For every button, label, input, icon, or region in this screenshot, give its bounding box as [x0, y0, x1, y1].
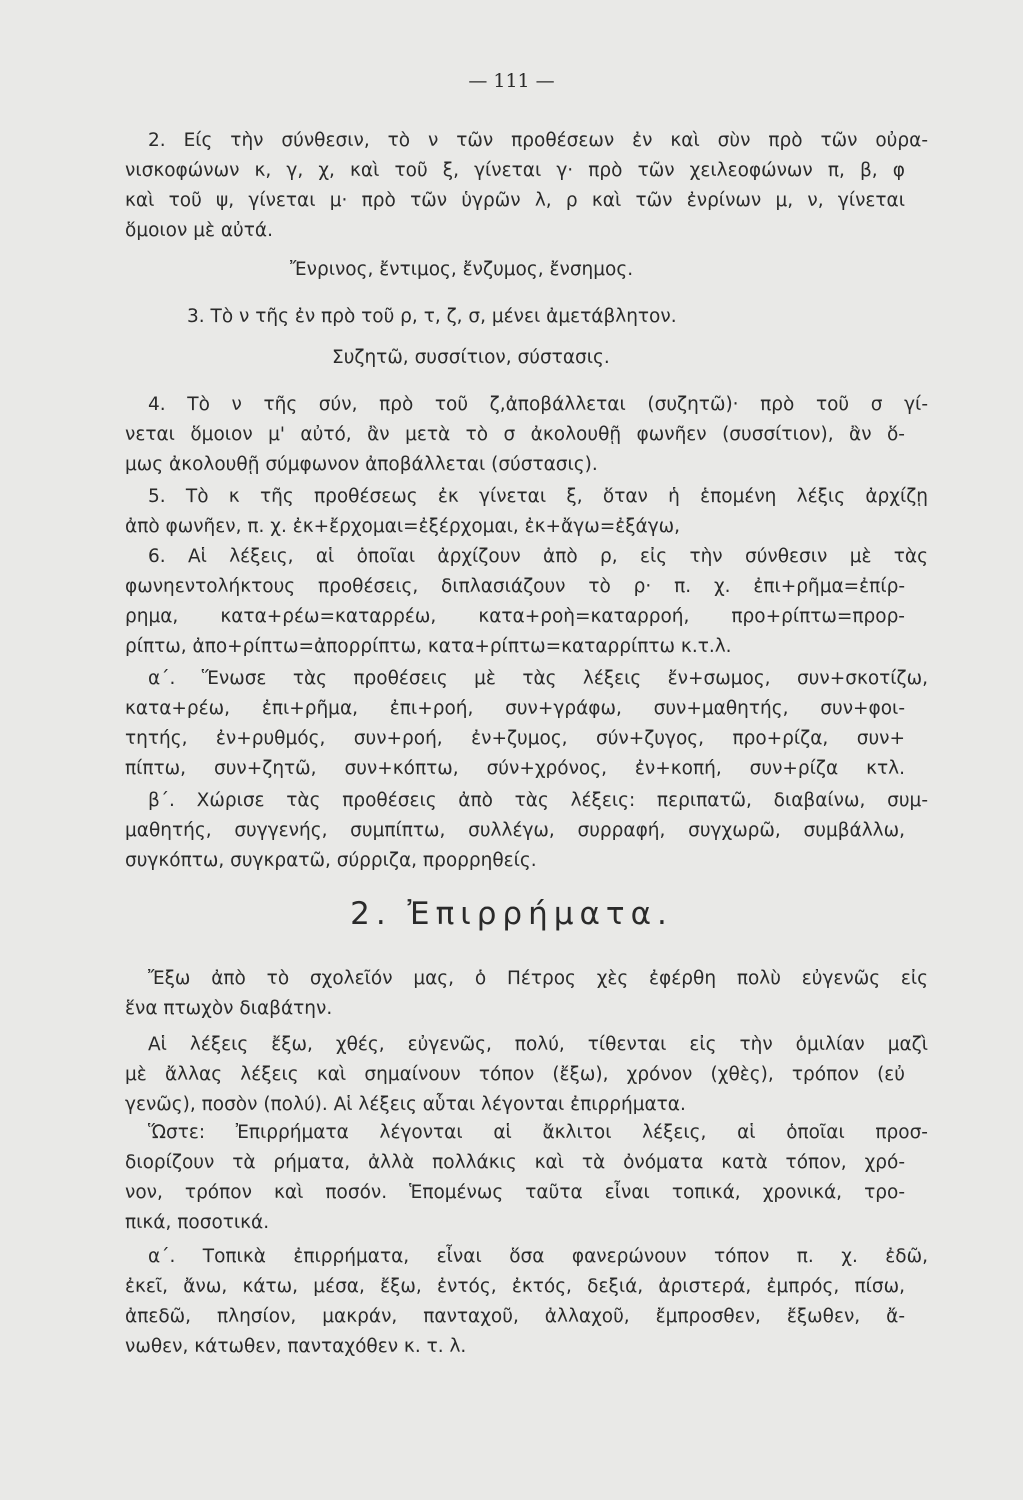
- rule-4-line-1: 4. Τὸ ν τῆς σύν, πρὸ τοῦ ζ,ἀποβάλλεται (συζητῶ)· πρὸ τοῦ σ γί-: [148, 394, 928, 415]
- exercise-b-line-3: συγκόπτω, συγκρατῶ, σύρριζα, προρρηθείς.: [125, 850, 537, 871]
- local-adverbs-line-2: ἐκεῖ, ἄνω, κάτω, μέσα, ἔξω, ἐντός, ἐκτός, δεξιά, ἀριστερά, ἐμπρός, πίσω,: [125, 1276, 905, 1297]
- rule-6-line-2: φωνηεντολήκτους προθέσεις, διπλασιάζουν τὸ ρ· π. χ. ἐπι+ρῆμα=ἐπίρ-: [125, 576, 905, 597]
- definition-line-3: νον, τρόπον καὶ ποσόν. Ἑπομένως ταῦτα εἶναι τοπικά, χρονικά, τρο-: [125, 1182, 905, 1203]
- explanation-line-3: γενῶς), ποσὸν (πολύ). Αἱ λέξεις αὗται λέγονται ἐπιρρήματα.: [125, 1094, 686, 1115]
- exercise-b-line-1: β΄. Χώρισε τὰς προθέσεις ἀπὸ τὰς λέξεις: περιπατῶ, διαβαίνω, συμ-: [148, 790, 928, 811]
- rule-2-line-1: 2. Είς τὴν σύνθεσιν, τὸ ν τῶν προθέσεων ἐν καὶ σὺν πρὸ τῶν οὐρα-: [148, 130, 928, 151]
- definition-line-4: πικά, ποσοτικά.: [125, 1212, 270, 1233]
- intro-line-1: Ἔξω ἀπὸ τὸ σχολεῖόν μας, ὁ Πέτρος χὲς ἐφέρθη πολὺ εὐγενῶς εἰς: [148, 968, 928, 989]
- rule-3-example: Συζητῶ, συσσίτιον, σύστασις.: [332, 347, 610, 368]
- rule-5-line-2: ἀπὸ φωνῆεν, π. χ. ἐκ+ἔρχομαι=ἐξέρχομαι, ἐκ+ἄγω=ἐξάγω,: [125, 516, 681, 537]
- rule-6-line-1: 6. Αἱ λέξεις, αἱ ὁποῖαι ἀρχίζουν ἀπὸ ρ, εἰς τὴν σύνθεσιν μὲ τὰς: [148, 546, 928, 567]
- section-heading: 2. Ἐπιρρήματα.: [350, 896, 673, 932]
- rule-6-line-4: ρίπτω, ἀπο+ρίπτω=ἀπορρίπτω, κατα+ρίπτω=καταρρίπτω κ.τ.λ.: [125, 636, 732, 657]
- rule-2-line-2: νισκοφώνων κ, γ, χ, καὶ τοῦ ξ, γίνεται γ· πρὸ τῶν χειλεοφώνων π, β, φ: [125, 160, 905, 181]
- local-adverbs-line-1: α΄. Τοπικὰ ἐπιρρήματα, εἶναι ὅσα φανερώνουν τόπον π. χ. ἐδῶ,: [148, 1246, 928, 1267]
- local-adverbs-line-3: ἀπεδῶ, πλησίον, μακράν, πανταχοῦ, ἀλλαχοῦ, ἔμπροσθεν, ἔξωθεν, ἄ-: [125, 1306, 905, 1327]
- exercise-a-line-2: κατα+ρέω, ἐπι+ρῆμα, ἐπι+ροή, συν+γράφω, συν+μαθητής, συν+φοι-: [125, 698, 905, 719]
- rule-2-line-4: ὅμοιον μὲ αὐτά.: [125, 220, 273, 241]
- exercise-a-line-3: τητής, ἐν+ρυθμός, συν+ροή, ἐν+ζυμος, σύν+ζυγος, προ+ρίζα, συν+: [125, 728, 905, 749]
- rule-5-line-1: 5. Τὸ κ τῆς προθέσεως ἐκ γίνεται ξ, ὅταν ἡ ἑπομένη λέξις ἀρχίζῃ: [148, 486, 928, 507]
- exercise-a-line-4: πίπτω, συν+ζητῶ, συν+κόπτω, σύν+χρόνος, ἐν+κοπή, συν+ρίζα κτλ.: [125, 758, 905, 779]
- rule-2-example: Ἔνρινος, ἔντιμος, ἔνζυμος, ἔνσημος.: [290, 259, 634, 280]
- rule-4-line-2: νεται ὅμοιον μ' αὐτό, ἂν μετὰ τὸ σ ἀκολουθῇ φωνῆεν (συσσίτιον), ἂν ὅ-: [125, 424, 905, 445]
- exercise-a-line-1: α΄. Ἕνωσε τὰς προθέσεις μὲ τὰς λέξεις ἔν+σωμος, συν+σκοτίζω,: [148, 668, 928, 689]
- explanation-line-1: Αἱ λέξεις ἔξω, χθές, εὐγενῶς, πολύ, τίθενται εἰς τὴν ὁμιλίαν μαζὶ: [148, 1034, 928, 1055]
- rule-2-line-3: καὶ τοῦ ψ, γίνεται μ· πρὸ τῶν ὑγρῶν λ, ρ καὶ τῶν ἐνρίνων μ, ν, γίνεται: [125, 190, 905, 211]
- exercise-b-line-2: μαθητής, συγγενής, συμπίπτω, συλλέγω, συρραφή, συγχωρῶ, συμβάλλω,: [125, 820, 905, 841]
- rule-3: 3. Τὸ ν τῆς ἐν πρὸ τοῦ ρ, τ, ζ, σ, μένει ἀμετάβλητον.: [187, 306, 677, 327]
- intro-line-2: ἕνα πτωχὸν διαβάτην.: [125, 998, 333, 1019]
- explanation-line-2: μὲ ἄλλας λέξεις καὶ σημαίνουν τόπον (ἔξω), χρόνον (χθὲς), τρόπον (εὐ: [125, 1064, 905, 1085]
- rule-4-line-3: μως ἀκολουθῇ σύμφωνον ἀποβάλλεται (σύστασις).: [125, 454, 598, 475]
- rule-6-line-3: ρημα, κατα+ρέω=καταρρέω, κατα+ροὴ=καταρροή, προ+ρίπτω=προρ-: [125, 606, 905, 627]
- local-adverbs-line-4: νωθεν, κάτωθεν, πανταχόθεν κ. τ. λ.: [125, 1336, 467, 1357]
- definition-line-1: Ὥστε: Ἐπιρρήματα λέγονται αἱ ἄκλιτοι λέξεις, αἱ ὁποῖαι προσ-: [148, 1122, 928, 1143]
- definition-line-2: διορίζουν τὰ ρήματα, ἀλλὰ πολλάκις καὶ τὰ ὀνόματα κατὰ τόπον, χρό-: [125, 1152, 905, 1173]
- page-number: — 111 —: [468, 70, 555, 92]
